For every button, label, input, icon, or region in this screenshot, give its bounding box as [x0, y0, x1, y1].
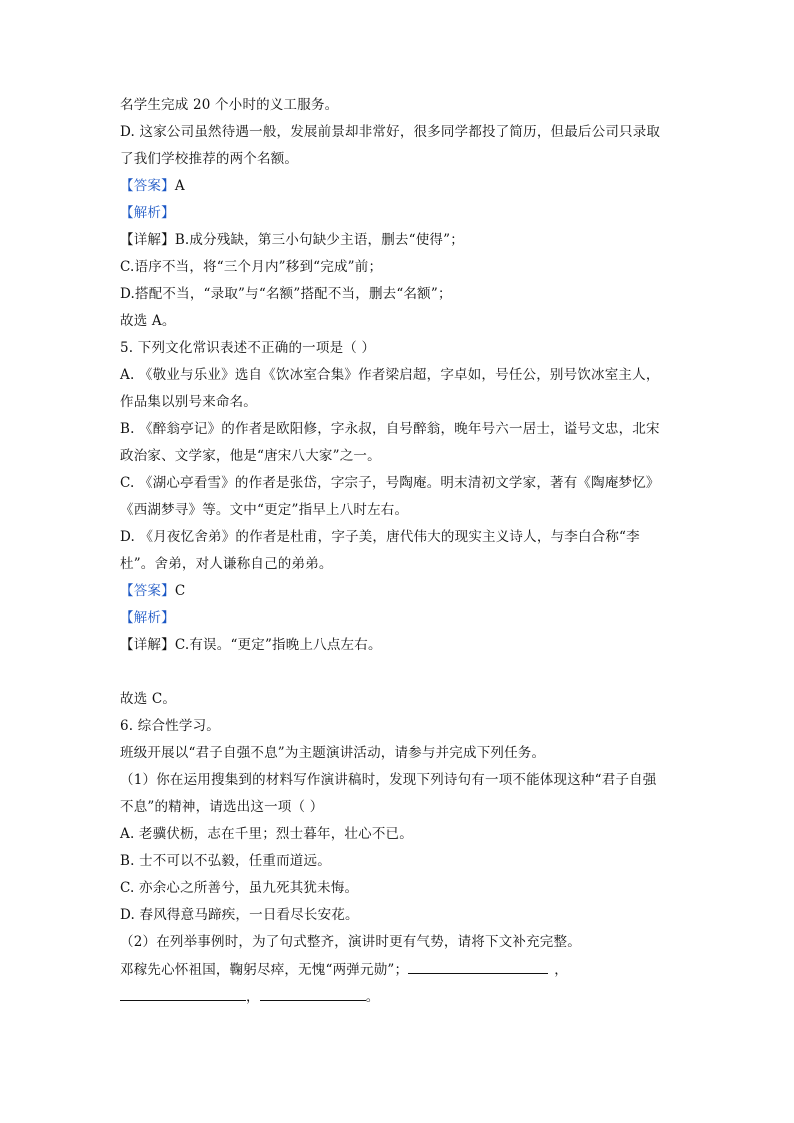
analysis-line [120, 609, 680, 627]
analysis-tag: 【解析】 [120, 610, 175, 626]
fill-blank-line [120, 960, 680, 979]
option-d-text: D. 这家公司虽然待遇一般，发展前景却非常好，很多同学都投了简历，但最后公司只录取 [120, 124, 661, 140]
text-line: 班级开展以“君子自强不息”为主题演讲活动，请参与并完成下列任务。 [120, 745, 546, 761]
answer-line [120, 582, 680, 600]
option-a-text: A. 《敬业与乐业》选自《饮冰室合集》作者梁启超，字卓如，号任公，别号饮冰室主人， [120, 367, 660, 383]
text-line: 了我们学校推荐的两个名额。 [120, 151, 299, 167]
text-line: 不息”的精神，请选出这一项（ ） [120, 799, 324, 815]
prompt-text: 邓稼先心怀祖国，鞠躬尽瘁，无愧“两弹元勋”； [120, 962, 409, 978]
option-c-text: C. 亦余心之所善兮，虽九死其犹未悔。 [120, 880, 359, 896]
text-line: 杜”。舍弟，对人谦称自己的弟弟。 [120, 556, 333, 572]
text-line: C.语序不当，将“三个月内”移到“完成”前； [120, 259, 383, 275]
subquestion-1-text: （1）你在运用搜集到的材料写作演讲稿时，发现下列诗句有一项不能体现这种“君子自强 [120, 772, 657, 788]
option-b-text: B. 士不可以不弘毅，任重而道远。 [120, 853, 331, 869]
text-line: 故选 C。 [120, 691, 177, 707]
text-line: 名学生完成 20 个小时的义工服务。 [120, 97, 339, 113]
subquestion-2-text: （2）在列举事例时，为了句式整齐，演讲时更有气势，请将下文补充完整。 [120, 934, 581, 950]
detail-text: C.有误。“更定”指晚上八点左右。 [174, 637, 382, 653]
text-line: 《西湖梦寻》等。文中“更定”指早上八时左右。 [120, 502, 409, 518]
answer-blank-1[interactable] [408, 960, 548, 974]
answer-line [120, 177, 680, 195]
detail-line [120, 636, 680, 654]
detail-tag: 【详解】 [120, 232, 175, 248]
answer-tag: 【答案】 [120, 583, 175, 599]
question-5-title: 5. 下列文化常识表述不正确的一项是（ ） [120, 340, 376, 356]
option-c-text: C. 《湖心亭看雪》的作者是张岱，字宗子，号陶庵。明末清初文学家，著有《陶庵梦忆》 [120, 475, 660, 491]
option-b-text: B. 《醉翁亭记》的作者是欧阳修，字永叔，自号醉翁，晚年号六一居士，谥号文忠，北宋 [120, 421, 660, 437]
detail-text: B.成分残缺，第三小句缺少主语，删去“使得”； [174, 232, 464, 248]
text-line: 政治家、文学家，他是“唐宋八大家”之一。 [120, 448, 381, 464]
fill-blank-line [120, 987, 680, 1006]
punctuation: ， [554, 962, 568, 978]
detail-line [120, 231, 680, 249]
text-line: 作品集以别号来命名。 [120, 394, 257, 410]
analysis-tag: 【解析】 [120, 205, 175, 221]
text-line: 故选 A。 [120, 313, 176, 329]
answer-value: C [174, 583, 186, 599]
punctuation: ， [246, 989, 260, 1005]
answer-blank-2[interactable] [120, 987, 246, 1001]
question-6-title: 6. 综合性学习。 [120, 718, 220, 734]
answer-blank-3[interactable] [260, 987, 366, 1001]
option-a-text: A. 老骥伏枥，志在千里；烈士暮年，壮心不已。 [120, 826, 413, 842]
detail-tag: 【详解】 [120, 637, 175, 653]
punctuation: 。 [365, 989, 380, 1005]
text-line: D.搭配不当，“录取”与“名额”搭配不当，删去“名额”； [120, 286, 452, 302]
answer-value: A [174, 178, 185, 194]
option-d-text: D. 《月夜忆舍弟》的作者是杜甫，字子美，唐代伟大的现实主义诗人，与李白合称“李 [120, 529, 640, 545]
answer-tag: 【答案】 [120, 178, 175, 194]
option-d-text: D. 春风得意马蹄疾，一日看尽长安花。 [120, 907, 359, 923]
analysis-line [120, 204, 680, 222]
